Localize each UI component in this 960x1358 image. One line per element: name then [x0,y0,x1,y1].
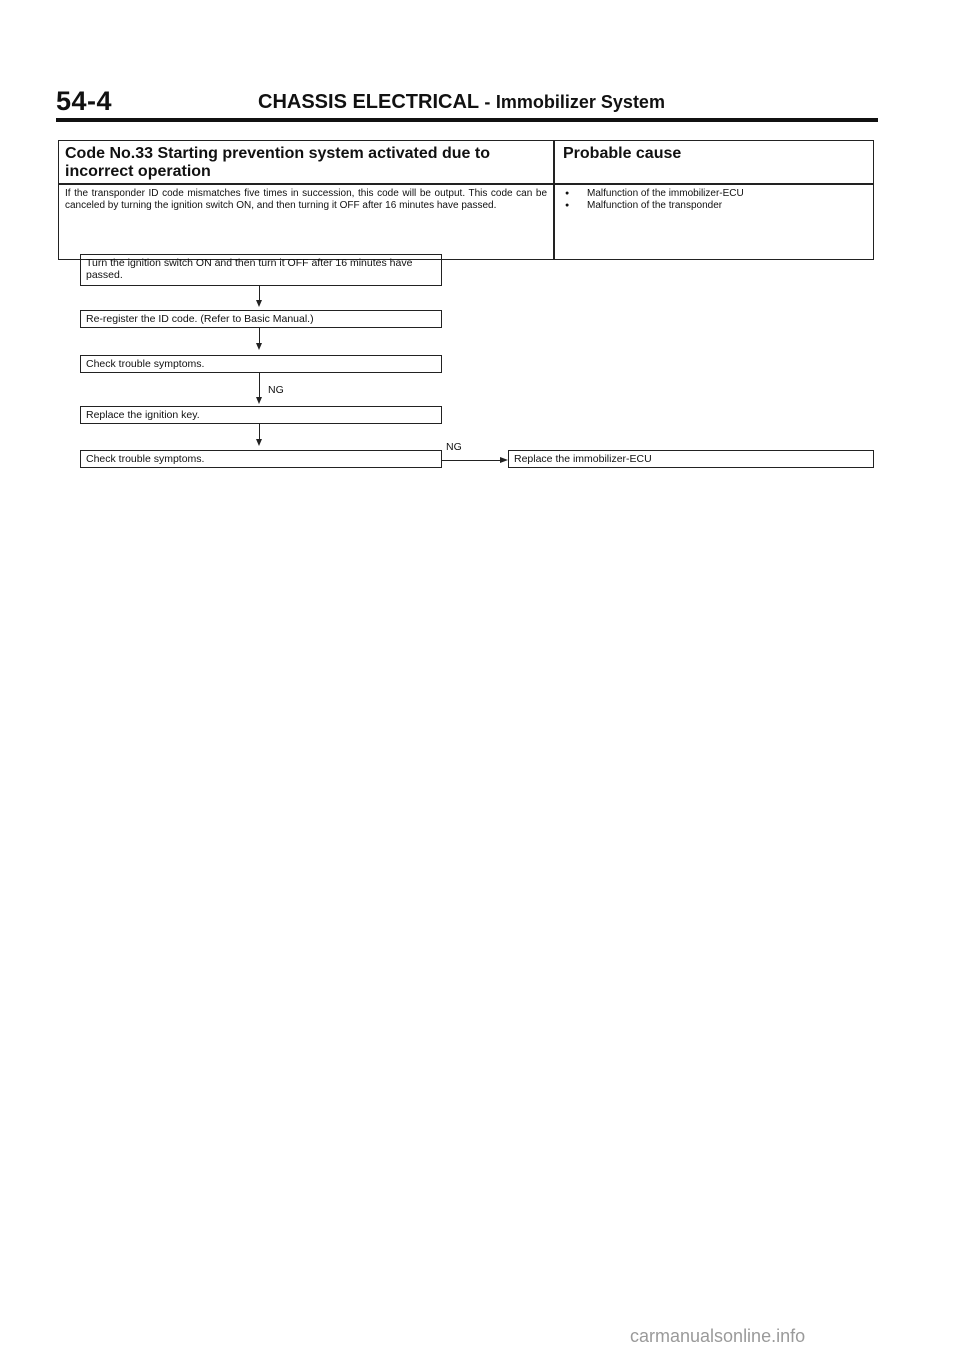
flow-step-5: Check trouble symptoms. [80,450,442,468]
arrow-down-icon [256,397,262,404]
diagnostic-code-table [58,140,874,260]
flow-connector [259,328,260,344]
page-number: 54-4 [56,86,113,116]
flow-connector [259,286,260,301]
code-title: Code No.33 Starting prevention system activated due to incorrect operation [65,145,490,180]
flow-connector [259,424,260,440]
final-action-box: Replace the immobilizer-ECU [508,450,874,468]
arrow-down-icon [256,439,262,446]
ng-label: NG [268,384,284,396]
table-column-divider [553,141,555,259]
code-description: If the transponder ID code mismatches five times in succession, this code will be output. This code can be canceled by turning the ignition switch ON, and then turning it OFF after 16 minutes have passed. [65,188,547,211]
table-row-divider [59,183,873,185]
title-separator: - [484,92,491,112]
header-rule [56,118,878,122]
flow-connector [259,373,260,398]
flow-connector [442,460,500,461]
probable-cause-list [565,188,744,212]
subsection-title: Immobilizer System [495,92,665,112]
flow-step-4: Replace the ignition key. [80,406,442,424]
section-title: CHASSIS ELECTRICAL [258,91,479,113]
arrow-down-icon [256,300,262,307]
arrow-down-icon [256,343,262,350]
page-title [258,91,665,114]
flow-step-3: Check trouble symptoms. [80,355,442,373]
cause-item: ● Malfunction of the transponder [565,200,744,212]
flow-step-2: Re-register the ID code. (Refer to Basic Manual.) [80,310,442,328]
watermark: carmanualsonline.info [630,1326,806,1346]
cause-item: ● Malfunction of the immobilizer-ECU [565,188,744,200]
probable-cause-heading: Probable cause [563,145,682,162]
arrow-right-icon [500,457,508,463]
ng-label: NG [446,441,462,453]
flow-step-1: Turn the ignition switch ON and then turn it OFF after 16 minutes have passed. [80,254,442,286]
